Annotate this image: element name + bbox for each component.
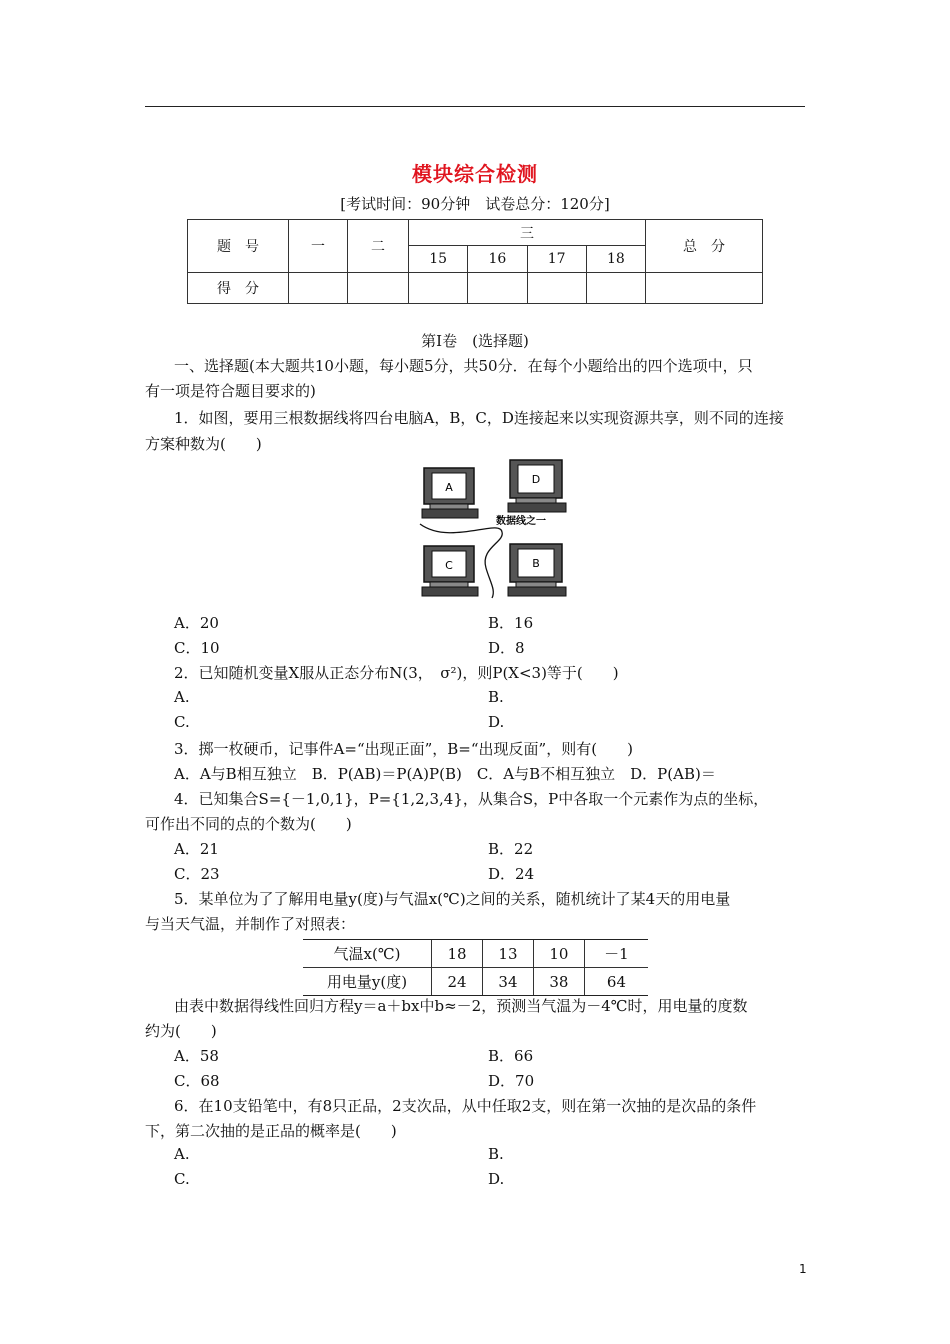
q6-option-a: A. xyxy=(174,1145,190,1163)
q2-option-d: D. xyxy=(488,713,505,731)
q3-line: 3．掷一枚硬币，记事件A=“出现正面”，B=“出现反面”，则有( ) xyxy=(174,740,633,758)
sub-col-15: 15 xyxy=(409,246,468,272)
power-cell: 24 xyxy=(432,968,483,996)
q4-option-c: C．23 xyxy=(174,865,220,883)
q3-options: A．A与B相互独立 B．P(AB)＝P(A)P(B) C．A与B不相互独立 D．P(AB)＝ xyxy=(174,765,716,783)
q5-option-d: D．70 xyxy=(488,1072,535,1090)
power-cell: 64 xyxy=(584,968,648,996)
cable-caption: 数据线之一 xyxy=(496,516,546,527)
row-label-score: 得 分 xyxy=(188,272,289,303)
q5-option-c: C．68 xyxy=(174,1072,220,1090)
page-title: 模块综合检测 xyxy=(412,162,538,186)
section-title: 第Ⅰ卷 (选择题) xyxy=(421,332,529,350)
q5-line-2: 与当天气温，并制作了对照表： xyxy=(145,915,356,933)
intro-line-2: 有一项是符合题目要求的) xyxy=(145,382,316,400)
q1-option-b: B．16 xyxy=(488,614,534,632)
q6-line-2: 下，第二次抽的是正品的概率是( ) xyxy=(145,1122,397,1140)
q4-option-a: A．21 xyxy=(174,840,219,858)
col-part-3: 三 xyxy=(409,220,646,246)
temperature-table xyxy=(303,939,648,996)
q6-line-1: 6．在10支铅笔中，有8只正品，2支次品，从中任取2支，则在第一次抽的是次品的条件 xyxy=(174,1097,757,1115)
sub-col-18: 18 xyxy=(586,246,645,272)
sub-col-16: 16 xyxy=(468,246,527,272)
q1-option-c: C．10 xyxy=(174,639,220,657)
q6-option-b: B. xyxy=(488,1145,504,1163)
computer-c-icon xyxy=(422,546,478,596)
score-cell xyxy=(586,272,645,303)
q5-option-a: A．58 xyxy=(174,1047,219,1065)
q5-line-1: 5．某单位为了了解用电量y(度)与气温x(℃)之间的关系，随机统计了某4天的用电量 xyxy=(174,890,731,908)
score-cell xyxy=(348,272,409,303)
computer-a-label: A xyxy=(445,481,453,494)
computer-d-label: D xyxy=(531,473,541,486)
q5-option-b: B．66 xyxy=(488,1047,534,1065)
q5-after-2: 约为( ) xyxy=(145,1022,217,1040)
power-row-label: 用电量y(度) xyxy=(303,968,432,996)
score-cell xyxy=(646,272,763,303)
q4-line-1: 4．已知集合S={－1,0,1}，P={1,2,3,4}，从集合S，P中各取一个元素作为点的坐标， xyxy=(174,790,769,808)
computer-c-label: C xyxy=(445,559,453,572)
q6-option-d: D. xyxy=(488,1170,505,1188)
q6-option-c: C. xyxy=(174,1170,190,1188)
q1-option-a: A．20 xyxy=(174,614,219,632)
score-cell xyxy=(527,272,586,303)
q4-line-2: 可作出不同的点的个数为( ) xyxy=(145,815,352,833)
q1-line-1: 1．如图，要用三根数据线将四台电脑A，B，C，D连接起来以实现资源共享，则不同的连接 xyxy=(174,409,784,427)
q5-after-1: 由表中数据得线性回归方程y＝a＋bx中b≈－2，预测当气温为－4℃时，用电量的度数 xyxy=(174,997,748,1015)
sub-col-17: 17 xyxy=(527,246,586,272)
q2-option-a: A. xyxy=(174,688,190,706)
computer-network-figure xyxy=(410,458,570,604)
temp-cell: 18 xyxy=(432,940,483,968)
col-part-2: 二 xyxy=(348,220,409,273)
computer-b-label: B xyxy=(532,557,540,570)
computer-d-icon xyxy=(508,460,566,512)
q4-option-d: D．24 xyxy=(488,865,535,883)
exam-info: [考试时间：90分钟 试卷总分：120分] xyxy=(340,195,610,213)
q2-option-b: B. xyxy=(488,688,504,706)
col-part-1: 一 xyxy=(289,220,348,273)
page-number: 1 xyxy=(799,1262,807,1276)
score-cell xyxy=(468,272,527,303)
temp-cell: 10 xyxy=(533,940,584,968)
computer-b-icon xyxy=(508,544,566,596)
col-total: 总 分 xyxy=(646,220,763,273)
score-cell xyxy=(289,272,348,303)
q2-line: 2．已知随机变量X服从正态分布N(3， σ²)，则P(X<3)等于( ) xyxy=(174,664,619,682)
intro-line-1: 一、选择题(本大题共10小题，每小题5分，共50分．在每个小题给出的四个选项中，只 xyxy=(174,357,753,375)
computer-a-icon xyxy=(422,468,478,518)
score-cell xyxy=(409,272,468,303)
temp-cell: －1 xyxy=(584,940,648,968)
power-cell: 34 xyxy=(482,968,533,996)
temp-cell: 13 xyxy=(482,940,533,968)
score-table xyxy=(187,219,763,304)
temp-row-label: 气温x(℃) xyxy=(303,940,432,968)
q1-line-2: 方案种数为( ) xyxy=(145,435,262,453)
header-rule xyxy=(145,106,805,107)
row-label-question-number: 题 号 xyxy=(188,220,289,273)
q4-option-b: B．22 xyxy=(488,840,534,858)
q2-option-c: C. xyxy=(174,713,190,731)
q1-option-d: D．8 xyxy=(488,639,525,657)
power-cell: 38 xyxy=(533,968,584,996)
